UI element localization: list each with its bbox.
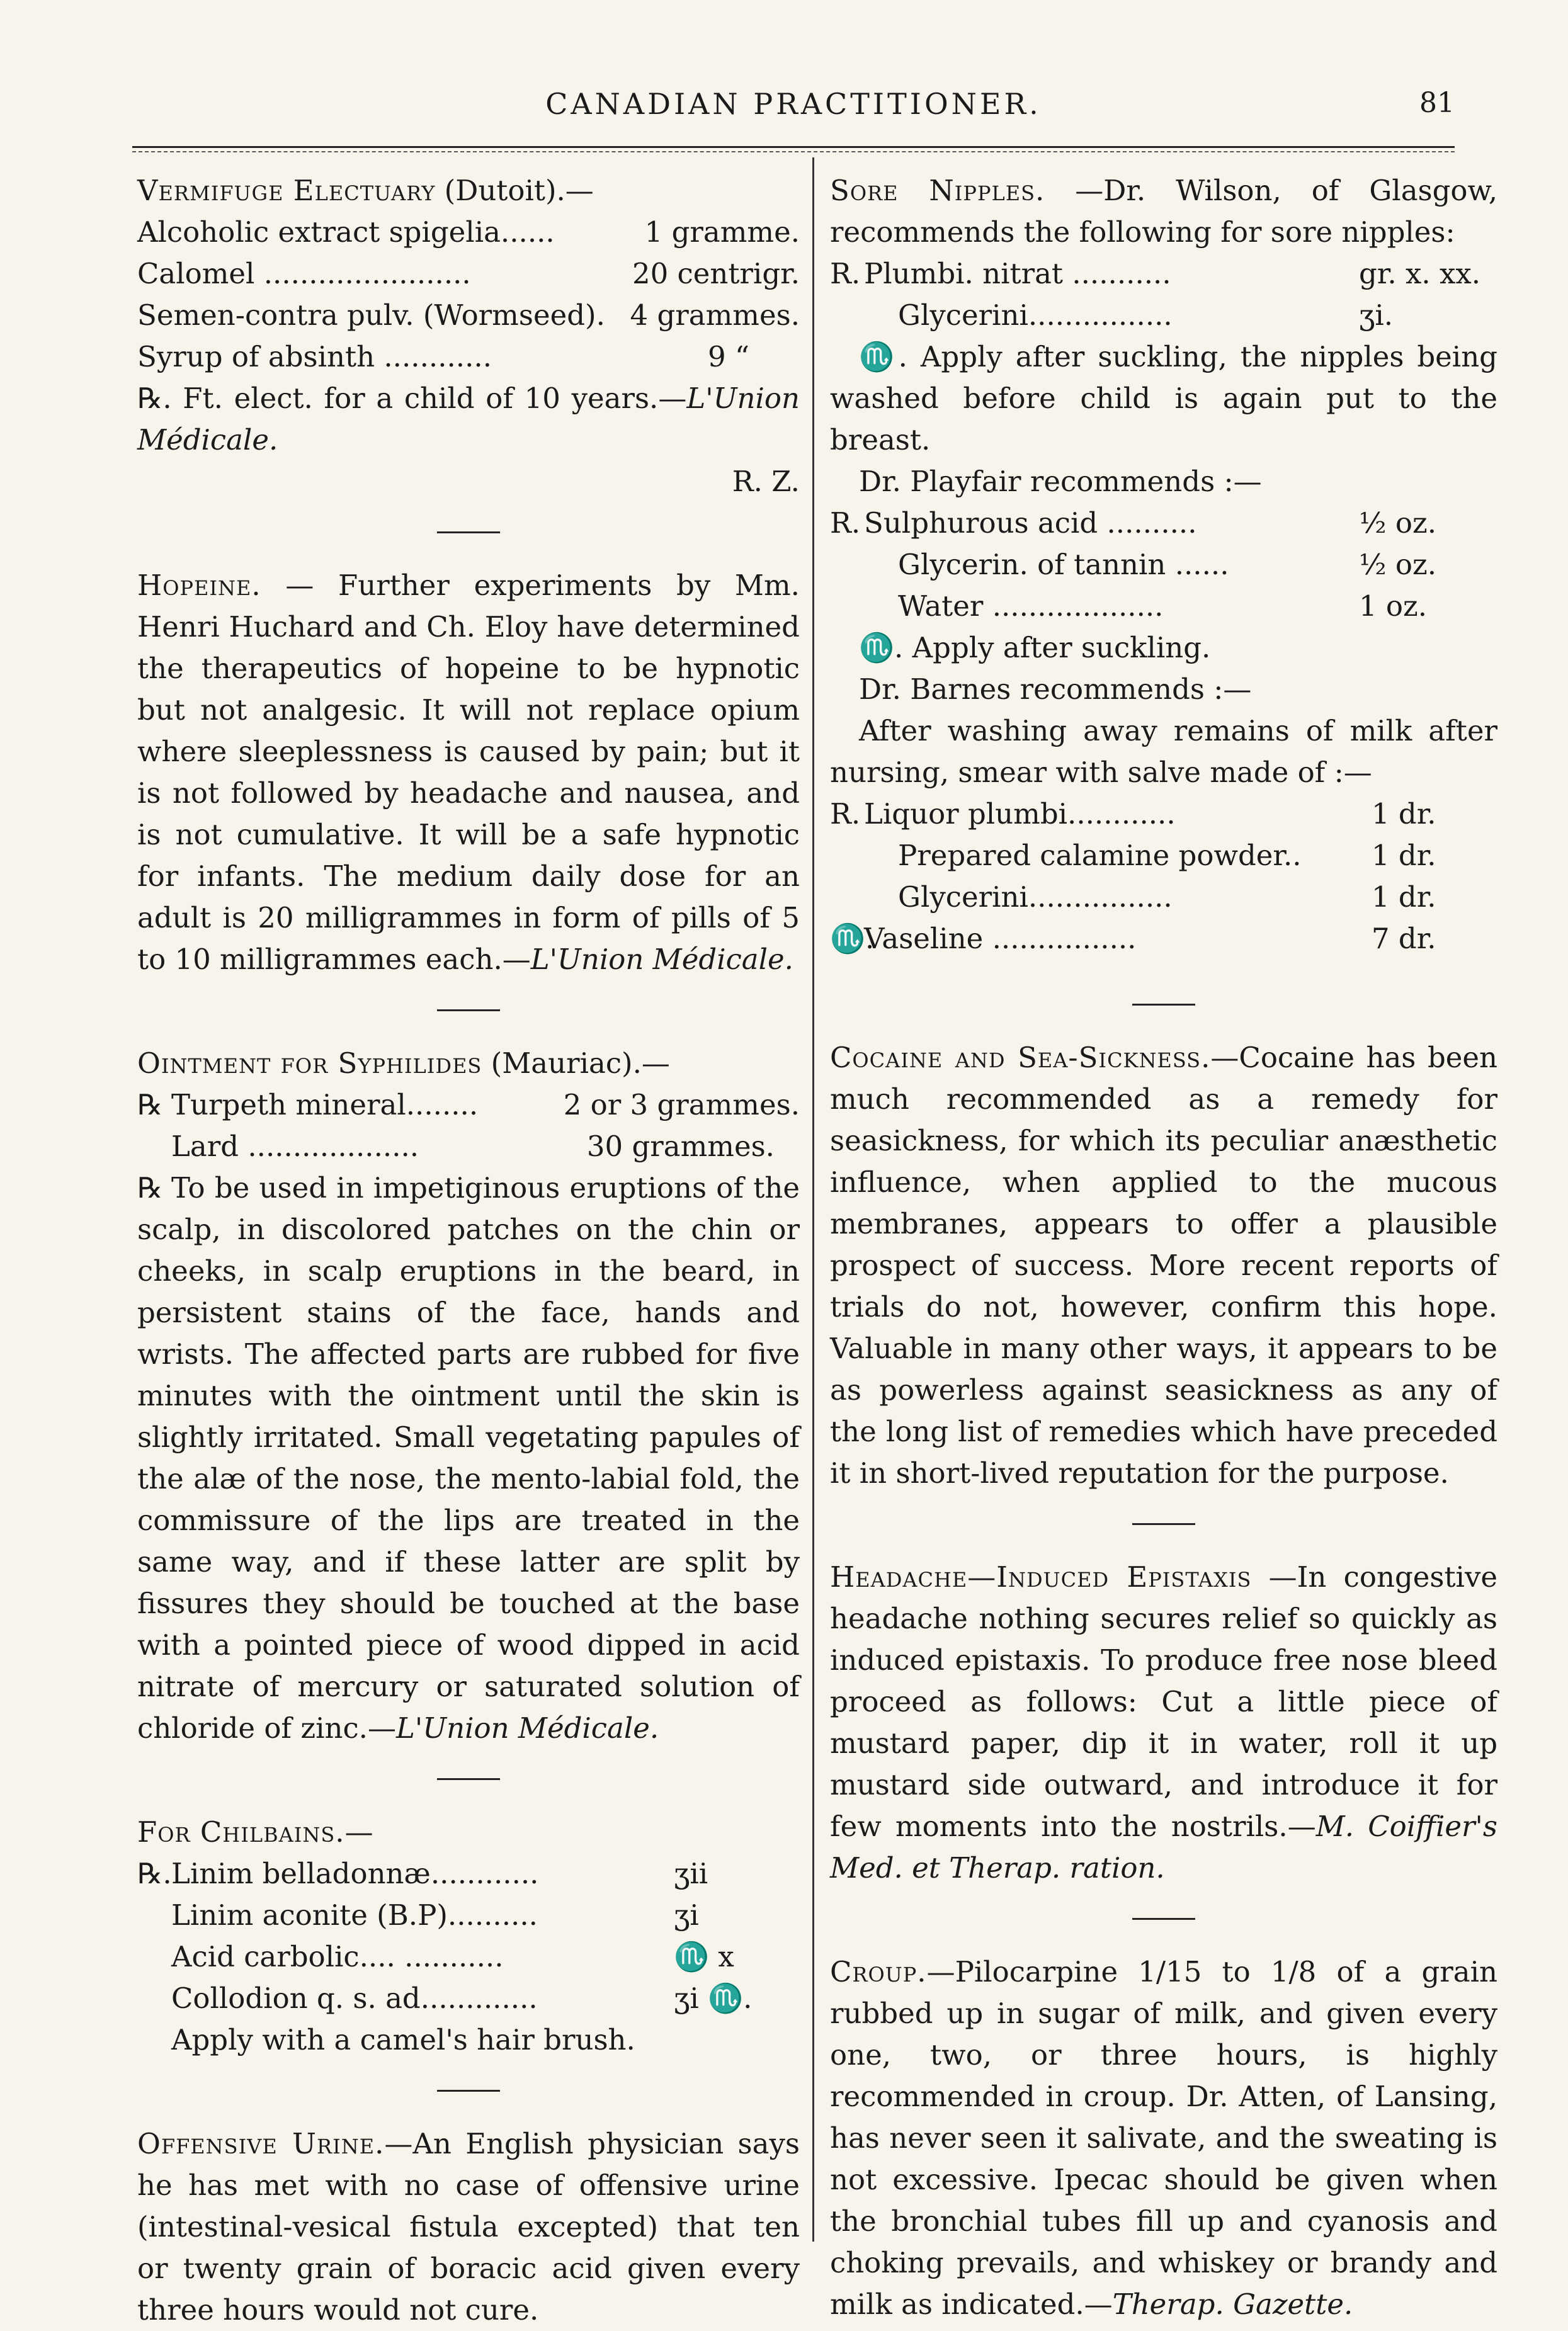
minim-symbol: ℞. xyxy=(137,382,172,415)
vermifuge-sig: Ft. elect. for a child of 10 years.— xyxy=(171,382,687,415)
vermifuge-heading xyxy=(137,170,800,212)
chilbains-heading xyxy=(137,1812,800,1853)
rx-name: Glycerin. of tannin ...... xyxy=(898,548,1229,581)
rx-line xyxy=(830,502,1497,544)
rx-line xyxy=(830,918,1497,960)
rx-line xyxy=(830,586,1497,627)
rx-dose: ♏ x xyxy=(674,1940,734,1973)
rx-dose: gr. x. xx. xyxy=(1359,257,1481,290)
cocaine-title: Cocaine and Sea-Sickness. xyxy=(830,1041,1211,1074)
rx-name: Alcoholic extract spigelia...... xyxy=(137,215,555,249)
section-separator xyxy=(437,2090,500,2092)
rx-name: Calomel ....................... xyxy=(137,257,471,290)
nipples-sig2: ♏. Apply after suckling. xyxy=(859,631,1211,664)
rx-name: Linim aconite (B.P).......... xyxy=(171,1898,538,1932)
rx-name: Plumbi. nitrat ........... xyxy=(864,257,1171,290)
vermifuge-author: (Dutoit).— xyxy=(435,174,594,207)
rx-name: Lard ................... xyxy=(171,1130,419,1163)
barnes-line: Dr. Barnes recommends :— xyxy=(859,672,1252,706)
rx-name: Semen-contra pulv. (Wormseed). xyxy=(137,298,605,332)
urine-body: —An English physician says he has met with no case of offensive urine (intestinal-vesical fistula excepted) that ten or twenty grain of boracic acid given every three hours would not cure. xyxy=(137,2127,800,2327)
chilbains-title: For Chilbains.— xyxy=(137,1815,374,1849)
rx-name: Prepared calamine powder.. xyxy=(898,839,1302,872)
nipples-title: Sore Nipples. xyxy=(830,174,1045,207)
rx-dose: ʒi ♏. xyxy=(674,1982,753,2015)
rx-symbol: R. xyxy=(830,257,861,290)
rx-dose: 1 dr. xyxy=(1372,797,1436,831)
croup-article xyxy=(830,1951,1497,2325)
rx-line xyxy=(137,1084,800,1126)
column-divider xyxy=(812,157,814,2242)
rx-symbol: ℞. xyxy=(137,1857,172,1890)
headache-body: —In congestive headache nothing secures relief so quickly as induced epistaxis. To produce free nose bleed proceed as follows: Cut a little piece of mustard paper, dip it in water, roll it up mustard side outward, and introduce it for few moments into the nostrils.— xyxy=(830,1560,1497,1843)
chilbains-sig: Apply with a camel's hair brush. xyxy=(171,2023,635,2056)
croup-source: Therap. Gazette. xyxy=(1112,2288,1353,2321)
rx-line xyxy=(137,1936,800,1978)
section-separator xyxy=(1132,1918,1195,1920)
rx-line xyxy=(137,212,800,253)
rx-dose: 1 dr. xyxy=(1372,839,1436,872)
headache-source: M. Coiffier's Med. et Therap. ration. xyxy=(830,1810,1497,1885)
rx-line xyxy=(830,876,1497,918)
rx-dose: 9 “ xyxy=(708,340,749,373)
section-separator xyxy=(437,531,500,533)
rx-dose: 1 oz. xyxy=(1359,589,1428,623)
vermifuge-initials: R. Z. xyxy=(732,465,800,498)
ointment-title: Ointment for Syphilides xyxy=(137,1046,482,1080)
ointment-heading xyxy=(137,1043,800,1084)
headache-article xyxy=(830,1557,1497,1889)
vermifuge-signature xyxy=(137,378,800,498)
cocaine-article xyxy=(830,1037,1497,1494)
rx-dose: 20 centrigr. xyxy=(632,257,800,290)
rx-name: Glycerini................ xyxy=(898,880,1173,914)
section-separator xyxy=(1132,1523,1195,1525)
rx-line xyxy=(830,793,1497,835)
page-number: 81 xyxy=(1419,87,1455,119)
rx-line xyxy=(137,1853,800,1895)
croup-title: Croup. xyxy=(830,1955,927,1988)
right-column xyxy=(830,170,1497,2325)
rx-dose: 1 dr. xyxy=(1372,880,1436,914)
rx-symbol: ℞ xyxy=(137,1088,163,1121)
rx-dose: 7 dr. xyxy=(1372,922,1436,955)
section-separator xyxy=(1132,1004,1195,1006)
vermifuge-prescription xyxy=(137,212,800,378)
rx-name: Vaseline ................ xyxy=(864,922,1137,955)
running-title: CANADIAN PRACTITIONER. xyxy=(545,87,1042,121)
rx-dose: 2 or 3 grammes. xyxy=(563,1088,800,1121)
rx-symbol: ♏. xyxy=(830,922,875,955)
rx-name: Glycerini................ xyxy=(898,298,1173,332)
rx-name: Collodion q. s. ad............. xyxy=(171,1982,538,2015)
rx-dose: 30 grammes. xyxy=(586,1130,775,1163)
nipples-article xyxy=(830,170,1497,253)
rx-dose: 1 gramme. xyxy=(644,215,800,249)
playfair-line: Dr. Playfair recommends :— xyxy=(859,465,1262,498)
headache-title: Headache—Induced Epistaxis xyxy=(830,1560,1252,1594)
hopeine-title: Hopeine. xyxy=(137,569,261,602)
rx-dose: 4 grammes. xyxy=(630,298,800,332)
rx-line xyxy=(137,336,800,378)
header-rule xyxy=(132,146,1455,152)
urine-article xyxy=(137,2123,800,2331)
rx-line xyxy=(137,1895,800,1936)
rx-line xyxy=(830,544,1497,586)
rx-name: Turpeth mineral........ xyxy=(171,1088,479,1121)
rx-name: Liquor plumbi............ xyxy=(864,797,1176,831)
rx-line xyxy=(137,1126,800,1167)
hopeine-source: L'Union Médicale. xyxy=(530,943,793,976)
ointment-text: To be used in impetiginous eruptions of the scalp, in discolored patches on the chin or cheeks, in scalp eruptions in the beard, in persistent stains of the face, hands and wrists. The affected parts are rubbed for five minutes with the ointment until the skin is slightly irritated. Small vegetating papules of the alæ of the nose, the mento-labial fold, the commissure of the lips are treated in the same way, and if these latter are split by fissures they should be touched at the base with a pointed piece of wood dipped in acid nitrate of mercury or saturated solution of chloride of zinc.— xyxy=(137,1171,800,1745)
rx-line xyxy=(830,295,1497,336)
rx-symbol: R. xyxy=(830,506,861,540)
rx-name: Syrup of absinth ............ xyxy=(137,340,492,373)
section-separator xyxy=(437,1009,500,1011)
ointment-body xyxy=(137,1167,800,1749)
barnes-body: After washing away remains of milk after nursing, smear with salve made of :— xyxy=(830,714,1497,789)
hopeine-article xyxy=(137,565,800,980)
urine-title: Offensive Urine. xyxy=(137,2127,385,2160)
rx-dose: ʒi xyxy=(674,1898,699,1932)
rx-name: Sulphurous acid .......... xyxy=(864,506,1197,540)
nipples-sig: ♏. Apply after suckling, the nipples being washed before child is again put to the breast. xyxy=(830,340,1497,457)
rx-name: Water ................... xyxy=(898,589,1164,623)
ointment-source: L'Union Médicale. xyxy=(395,1711,659,1745)
ointment-author: (Mauriac).— xyxy=(482,1046,670,1080)
rx-name: Acid carbolic.... ........... xyxy=(171,1940,504,1973)
hopeine-body: — Further experiments by Mm. Henri Huchard and Ch. Eloy have determined the therapeutics of hopeine to be hypnotic but not analgesic. It will not replace opium where sleeplessness is caused by pain; but it is not followed by headache and nausea, and is not cumulative. It will be a safe hypnotic for infants. The medium daily dose for an adult is 20 milligrammes in form of pills of 5 to 10 milligrammes each.— xyxy=(137,569,800,976)
minim-symbol: ℞ xyxy=(137,1171,163,1205)
rx-line xyxy=(830,253,1497,295)
vermifuge-title: Vermifuge Electuary xyxy=(137,174,436,207)
section-separator xyxy=(437,1778,500,1780)
rx-line xyxy=(137,253,800,295)
rx-dose: ʒi. xyxy=(1359,298,1394,332)
rx-line xyxy=(137,295,800,336)
rx-symbol: R. xyxy=(830,797,861,831)
rx-line xyxy=(830,835,1497,876)
rx-name: Linim belladonnæ............ xyxy=(171,1857,539,1890)
croup-body: —Pilocarpine 1/15 to 1/8 of a grain rubbed up in sugar of milk, and given every one, two, or three hours, is highly recommended in croup. Dr. Atten, of Lansing, has never seen it salivate, and the sweating is not excessive. Ipecac should be given when the bronchial tubes fill up and cyanosis and choking prevails, and whiskey or brandy and milk as indicated.— xyxy=(830,1955,1497,2321)
rx-line xyxy=(137,1978,800,2019)
rx-dose: ʒii xyxy=(674,1857,708,1890)
page-header xyxy=(132,87,1455,131)
rx-dose: ½ oz. xyxy=(1359,506,1437,540)
rx-dose: ½ oz. xyxy=(1359,548,1437,581)
vermifuge-source: L'Union Médicale. xyxy=(137,382,800,457)
cocaine-body: —Cocaine has been much recommended as a remedy for seasickness, for which its peculiar anæsthetic influence, when applied to the mucous membranes, appears to offer a plausible prospect of success. More recent reports of trials do not, however, confirm this hope. Valuable in many other ways, it appears to be as powerless against seasickness as any of the long list of remedies which have preceded it in short-lived reputation for the purpose. xyxy=(830,1041,1497,1490)
nipples-body: —Dr. Wilson, of Glasgow, recommends the following for sore nipples: xyxy=(830,174,1498,249)
left-column xyxy=(137,170,800,2331)
